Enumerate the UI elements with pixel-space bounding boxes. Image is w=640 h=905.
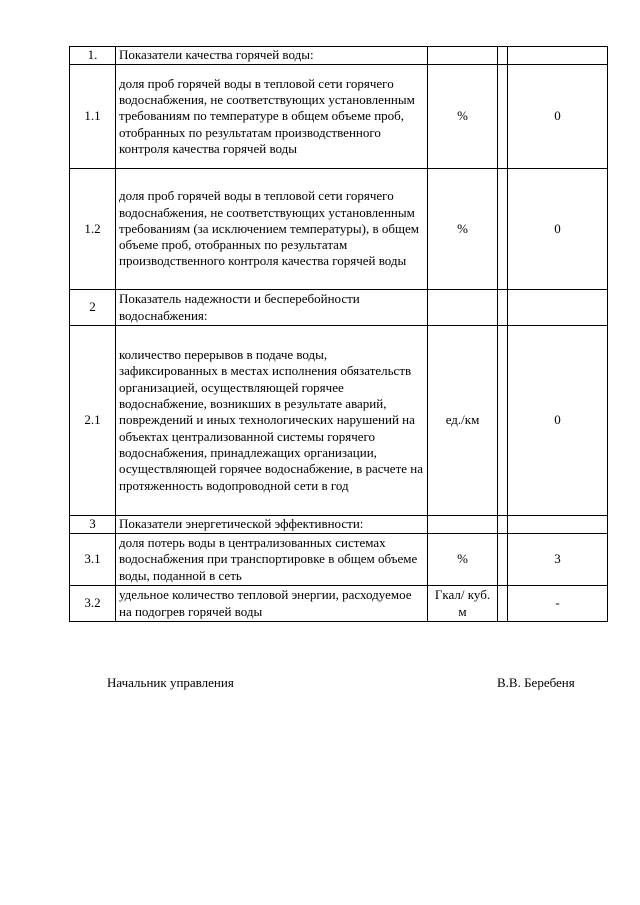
row-description: количество перерывов в подаче воды, зафиксированных в местах исполнения обязательств организацией, осуществляющей горячее водоснабжение, возникших в результате аварий, повреждений и иных технологических нарушений на объектах централизованной системы горячего водоснабжения, принадлежащих организации, осуществляющей горячее водоснабжение, в расчете на протяженность водопроводной сети в год — [116, 326, 428, 516]
table-row-2 — [70, 290, 608, 326]
row-unit: Гкал/ куб. м — [428, 586, 498, 622]
row-unit — [428, 290, 498, 326]
row-unit: ед./км — [428, 326, 498, 516]
row-value — [508, 516, 608, 534]
row-number: 3.2 — [70, 586, 116, 622]
indicators-table — [69, 46, 608, 622]
row-number: 2 — [70, 290, 116, 326]
row-number: 3 — [70, 516, 116, 534]
row-value: 3 — [508, 534, 608, 586]
row-spacer — [498, 586, 508, 622]
row-number: 3.1 — [70, 534, 116, 586]
table-row-1-1 — [70, 65, 608, 169]
row-spacer — [498, 516, 508, 534]
row-unit — [428, 47, 498, 65]
row-unit — [428, 516, 498, 534]
row-spacer — [498, 326, 508, 516]
row-spacer — [498, 534, 508, 586]
signature-position: Начальник управления — [107, 675, 234, 690]
table-row-3 — [70, 516, 608, 534]
row-value — [508, 47, 608, 65]
row-value: 0 — [508, 65, 608, 169]
row-value — [508, 290, 608, 326]
row-description: Показатели энергетической эффективности: — [116, 516, 428, 534]
row-spacer — [498, 47, 508, 65]
table-row-3-2 — [70, 586, 608, 622]
row-value: 0 — [508, 326, 608, 516]
table-row-1 — [70, 47, 608, 65]
row-description: доля проб горячей воды в тепловой сети горячего водоснабжения, не соответствующих установленным требованиям (за исключением температуры), в общем объеме проб, отобранных по результатам производственного контроля качества горячей воды — [116, 169, 428, 290]
row-value: 0 — [508, 169, 608, 290]
row-number: 2.1 — [70, 326, 116, 516]
row-description: удельное количество тепловой энергии, расходуемое на подогрев горячей воды — [116, 586, 428, 622]
table-row-1-2 — [70, 169, 608, 290]
row-number: 1. — [70, 47, 116, 65]
row-unit: % — [428, 65, 498, 169]
row-description: Показатели качества горячей воды: — [116, 47, 428, 65]
table-row-2-1 — [70, 326, 608, 516]
row-number: 1.1 — [70, 65, 116, 169]
row-spacer — [498, 290, 508, 326]
row-description: доля потерь воды в централизованных системах водоснабжения при транспортировке в общем объеме воды, поданной в сеть — [116, 534, 428, 586]
signature-name: В.В. Беребеня — [497, 675, 575, 690]
row-spacer — [498, 65, 508, 169]
row-unit: % — [428, 534, 498, 586]
row-description: Показатель надежности и бесперебойности водоснабжения: — [116, 290, 428, 326]
row-description: доля проб горячей воды в тепловой сети горячего водоснабжения, не соответствующих установленным требованиям по температуре в общем объеме проб, отобранных по результатам производственного контроля качества горячей воды — [116, 65, 428, 169]
row-spacer — [498, 169, 508, 290]
row-unit: % — [428, 169, 498, 290]
row-number: 1.2 — [70, 169, 116, 290]
row-value: - — [508, 586, 608, 622]
table-row-3-1 — [70, 534, 608, 586]
